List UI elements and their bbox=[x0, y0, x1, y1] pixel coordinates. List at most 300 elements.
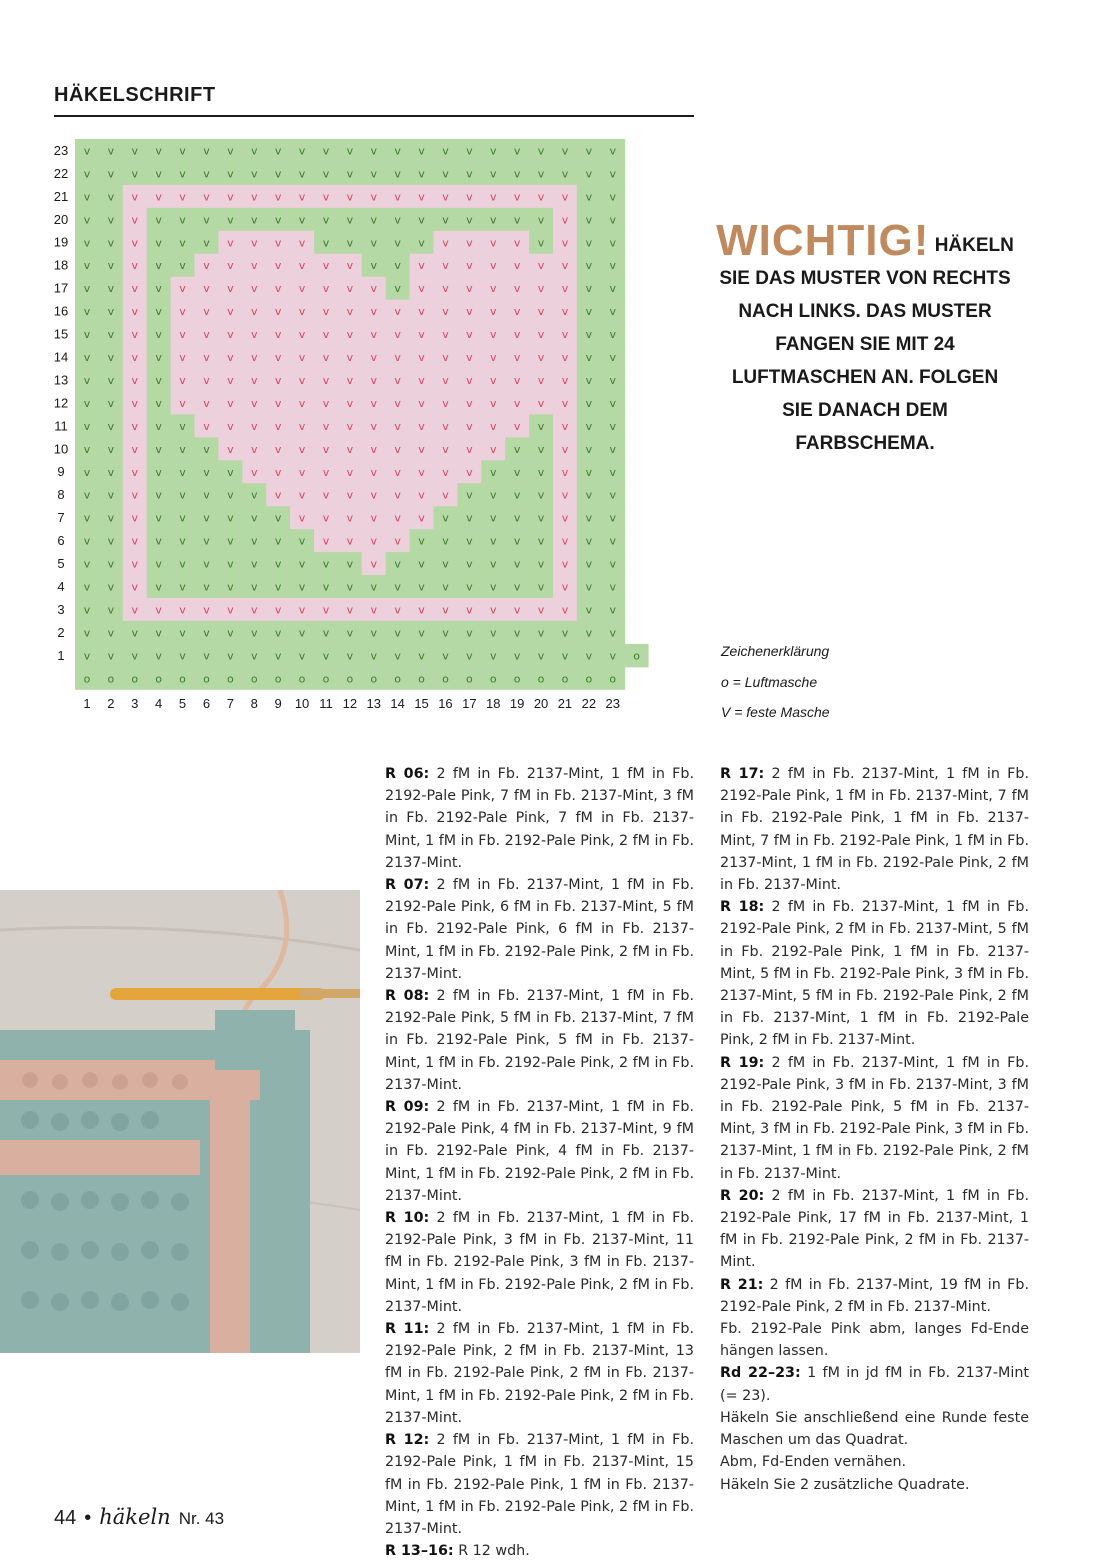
stitch-symbol: v bbox=[513, 167, 521, 181]
stitch-symbol: v bbox=[298, 488, 306, 502]
stitch-symbol: v bbox=[442, 282, 449, 296]
stitch-symbol: v bbox=[537, 580, 545, 594]
foundation-symbol: o bbox=[131, 672, 139, 686]
stitch-symbol: v bbox=[203, 511, 210, 525]
stitch-symbol: v bbox=[537, 511, 545, 525]
foundation-symbol: o bbox=[370, 672, 378, 686]
stitch-symbol: v bbox=[322, 649, 330, 663]
stitch-symbol: v bbox=[83, 488, 91, 502]
stitch-symbol: v bbox=[83, 144, 91, 158]
stitch-symbol: v bbox=[203, 328, 210, 342]
instruction-row: R 08: 2 fM in Fb. 2137-Mint, 1 fM in Fb. 2192-Pale Pink, 5 fM in Fb. 2137-Mint, 7 fM in Fb. 2192-Pale Pink, 5 fM in Fb. 2137-Mint, 1 fM in Fb. 2192-Pale Pink, 2 fM in Fb. 2137-Mint. bbox=[385, 988, 694, 1093]
stitch-symbol: v bbox=[418, 511, 425, 525]
stitch-symbol: v bbox=[346, 190, 354, 204]
stitch-symbol: v bbox=[83, 190, 91, 204]
stitch-symbol: v bbox=[513, 328, 521, 342]
stitch-symbol: v bbox=[227, 259, 234, 273]
stitch-symbol: v bbox=[227, 534, 234, 548]
stitch-symbol: v bbox=[370, 488, 378, 502]
stitch-symbol: v bbox=[274, 213, 282, 227]
stitch-symbol: v bbox=[250, 351, 258, 365]
stitch-symbol: v bbox=[322, 626, 330, 640]
stitch-symbol: v bbox=[489, 259, 497, 273]
stitch-symbol: v bbox=[203, 580, 210, 594]
stitch-symbol: v bbox=[370, 144, 378, 158]
stitch-symbol: v bbox=[609, 213, 617, 227]
stitch-symbol: v bbox=[83, 259, 91, 273]
stitch-symbol: v bbox=[370, 419, 378, 433]
stitch-symbol: v bbox=[203, 396, 210, 410]
foundation-symbol: o bbox=[537, 672, 545, 686]
stitch-symbol: v bbox=[513, 557, 521, 571]
column-number-label: 8 bbox=[250, 696, 258, 712]
row-number-label: 17 bbox=[53, 280, 69, 296]
stitch-symbol: v bbox=[418, 144, 425, 158]
stitch-symbol: v bbox=[274, 557, 282, 571]
stitch-symbol: v bbox=[561, 282, 569, 296]
instruction-row: R 07: 2 fM in Fb. 2137-Mint, 1 fM in Fb. 2192-Pale Pink, 6 fM in Fb. 2137-Mint, 5 fM in Fb. 2192-Pale Pink, 6 fM in Fb. 2137-Mint, 1 fM in Fb. 2192-Pale Pink, 2 fM in Fb. 2137-Mint. bbox=[385, 877, 694, 982]
stitch-symbol: v bbox=[370, 442, 378, 456]
stitch-symbol: v bbox=[489, 213, 497, 227]
stitch-symbol: v bbox=[489, 488, 497, 502]
stitch-symbol: v bbox=[179, 465, 186, 479]
stitch-symbol: v bbox=[155, 305, 162, 319]
stitch-symbol: v bbox=[489, 649, 497, 663]
magazine-brand: häkeln bbox=[99, 1505, 171, 1529]
page-number: 44 bbox=[54, 1507, 77, 1529]
stitch-symbol: v bbox=[585, 396, 593, 410]
stitch-symbol: v bbox=[537, 649, 545, 663]
stitch-symbol: v bbox=[298, 328, 306, 342]
stitch-symbol: v bbox=[346, 580, 354, 594]
stitch-symbol: v bbox=[322, 259, 330, 273]
stitch-symbol: v bbox=[131, 603, 139, 617]
stitch-symbol: v bbox=[513, 442, 521, 456]
stitch-symbol: v bbox=[585, 649, 593, 663]
stitch-symbol: v bbox=[394, 557, 401, 571]
legend-item-single-crochet: V = feste Masche bbox=[721, 704, 830, 720]
stitch-symbol: v bbox=[466, 442, 473, 456]
stitch-symbol: v bbox=[179, 534, 186, 548]
stitch-symbol: v bbox=[394, 534, 401, 548]
stitch-symbol: v bbox=[561, 236, 569, 250]
stitch-symbol: v bbox=[466, 603, 473, 617]
stitch-symbol: v bbox=[489, 190, 497, 204]
stitch-symbol: v bbox=[442, 351, 449, 365]
stitch-symbol: v bbox=[489, 511, 497, 525]
stitch-symbol: v bbox=[418, 259, 425, 273]
stitch-symbol: v bbox=[513, 190, 521, 204]
stitch-symbol: v bbox=[442, 626, 449, 640]
foundation-symbol: o bbox=[394, 672, 402, 686]
row-number-label: 10 bbox=[53, 441, 69, 457]
stitch-symbol: v bbox=[250, 259, 258, 273]
stitch-symbol: v bbox=[442, 305, 449, 319]
instruction-row: Häkeln Sie 2 zusätzliche Quadrate. bbox=[720, 1476, 970, 1493]
stitch-symbol: v bbox=[274, 511, 282, 525]
column-number-label: 21 bbox=[557, 696, 573, 712]
stitch-symbol: v bbox=[418, 442, 425, 456]
stitch-symbol: v bbox=[370, 213, 378, 227]
stitch-symbol: v bbox=[370, 580, 378, 594]
stitch-symbol: v bbox=[370, 351, 378, 365]
stitch-symbol: v bbox=[83, 328, 91, 342]
stitch-symbol: v bbox=[274, 534, 282, 548]
stitch-symbol: v bbox=[203, 190, 210, 204]
stitch-symbol: v bbox=[227, 626, 234, 640]
stitch-symbol: v bbox=[298, 236, 306, 250]
stitch-symbol: v bbox=[585, 465, 593, 479]
stitch-symbol: v bbox=[250, 236, 258, 250]
stitch-symbol: v bbox=[513, 282, 521, 296]
stitch-symbol: v bbox=[346, 465, 354, 479]
stitch-symbol: v bbox=[585, 534, 593, 548]
stitch-symbol: v bbox=[418, 167, 425, 181]
stitch-symbol: v bbox=[250, 626, 258, 640]
stitch-symbol: v bbox=[83, 557, 91, 571]
column-number-label: 10 bbox=[294, 696, 310, 712]
stitch-symbol: v bbox=[418, 580, 425, 594]
stitch-symbol: v bbox=[274, 442, 282, 456]
stitch-symbol: v bbox=[227, 603, 234, 617]
important-text: HÄKELN SIE DAS MUSTER VON RECHTS NACH LINKS. DAS MUSTER FANGEN SIE MIT 24 LUFTMASCHEN AN. FOLGEN SIE DANACH DEM FARBSCHEMA. bbox=[719, 235, 1014, 454]
stitch-symbol: v bbox=[107, 580, 115, 594]
important-note bbox=[715, 216, 1015, 460]
stitch-symbol: v bbox=[466, 488, 473, 502]
stitch-symbol: v bbox=[370, 649, 378, 663]
stitch-symbol: v bbox=[322, 144, 330, 158]
stitch-symbol: v bbox=[250, 419, 258, 433]
stitch-symbol: v bbox=[585, 373, 593, 387]
stitch-symbol: v bbox=[513, 580, 521, 594]
stitch-symbol: v bbox=[609, 351, 617, 365]
foundation-symbol: o bbox=[155, 672, 163, 686]
stitch-symbol: v bbox=[537, 305, 545, 319]
stitch-symbol: v bbox=[155, 534, 162, 548]
stitch-symbol: v bbox=[227, 328, 234, 342]
stitch-symbol: v bbox=[274, 351, 282, 365]
stitch-symbol: v bbox=[585, 305, 593, 319]
stitch-symbol: v bbox=[442, 649, 449, 663]
stitch-symbol: v bbox=[489, 144, 497, 158]
issue-number: Nr. 43 bbox=[178, 1509, 225, 1528]
stitch-symbol: v bbox=[561, 557, 569, 571]
stitch-symbol: v bbox=[322, 351, 330, 365]
stitch-symbol: v bbox=[346, 442, 354, 456]
stitch-symbol: v bbox=[155, 259, 162, 273]
stitch-symbol: v bbox=[155, 167, 162, 181]
stitch-symbol: v bbox=[585, 442, 593, 456]
stitch-symbol: v bbox=[442, 488, 449, 502]
stitch-symbol: v bbox=[131, 328, 139, 342]
stitch-symbol: v bbox=[322, 603, 330, 617]
row-number-label: 7 bbox=[57, 510, 65, 526]
stitch-symbol: v bbox=[370, 557, 378, 571]
stitch-symbol: v bbox=[609, 649, 617, 663]
stitch-symbol: v bbox=[107, 259, 115, 273]
stitch-symbol: v bbox=[250, 465, 258, 479]
stitch-symbol: v bbox=[418, 603, 425, 617]
stitch-symbol: v bbox=[131, 465, 139, 479]
stitch-symbol: v bbox=[107, 511, 115, 525]
stitch-symbol: v bbox=[609, 557, 617, 571]
stitch-symbol: v bbox=[537, 144, 545, 158]
stitch-symbol: v bbox=[250, 305, 258, 319]
instruction-row: R 09: 2 fM in Fb. 2137-Mint, 1 fM in Fb. 2192-Pale Pink, 4 fM in Fb. 2137-Mint, 9 fM in Fb. 2192-Pale Pink, 4 fM in Fb. 2137-Mint, 1 fM in Fb. 2192-Pale Pink, 2 fM in Fb. 2137-Mint. bbox=[385, 1099, 694, 1204]
stitch-symbol: v bbox=[155, 213, 162, 227]
stitch-symbol: v bbox=[274, 419, 282, 433]
stitch-symbol: v bbox=[83, 534, 91, 548]
stitch-symbol: v bbox=[107, 603, 115, 617]
stitch-symbol: v bbox=[322, 511, 330, 525]
stitch-symbol: v bbox=[346, 396, 354, 410]
foundation-symbol: o bbox=[561, 672, 569, 686]
foundation-symbol: o bbox=[298, 672, 306, 686]
stitch-symbol: v bbox=[179, 351, 186, 365]
stitch-symbol: v bbox=[418, 373, 425, 387]
stitch-symbol: v bbox=[274, 328, 282, 342]
stitch-symbol: v bbox=[298, 373, 306, 387]
stitch-symbol: v bbox=[155, 511, 162, 525]
column-number-label: 6 bbox=[202, 696, 211, 712]
stitch-symbol: v bbox=[466, 190, 473, 204]
stitch-symbol: v bbox=[442, 213, 449, 227]
stitch-symbol: v bbox=[466, 557, 473, 571]
stitch-symbol: v bbox=[83, 213, 91, 227]
stitch-symbol: v bbox=[418, 534, 425, 548]
stitch-symbol: v bbox=[179, 419, 186, 433]
stitch-symbol: v bbox=[179, 511, 186, 525]
stitch-symbol: v bbox=[346, 351, 354, 365]
stitch-symbol: v bbox=[513, 649, 521, 663]
stitch-symbol: v bbox=[561, 328, 569, 342]
stitch-symbol: v bbox=[179, 144, 186, 158]
stitch-symbol: v bbox=[131, 488, 139, 502]
column-number-label: 12 bbox=[342, 696, 358, 712]
stitch-symbol: v bbox=[609, 282, 617, 296]
stitch-symbol: v bbox=[131, 511, 139, 525]
stitch-symbol: v bbox=[203, 282, 210, 296]
stitch-symbol: v bbox=[609, 534, 617, 548]
stitch-symbol: v bbox=[131, 144, 139, 158]
stitch-symbol: v bbox=[394, 396, 401, 410]
stitch-symbol: v bbox=[394, 488, 401, 502]
stitch-symbol: v bbox=[227, 213, 234, 227]
stitch-symbol: v bbox=[274, 236, 282, 250]
stitch-symbol: v bbox=[346, 626, 354, 640]
crochet-work-illustration bbox=[0, 890, 360, 1353]
column-number-label: 14 bbox=[390, 696, 405, 712]
stitch-symbol: v bbox=[537, 603, 545, 617]
stitch-symbol: v bbox=[370, 305, 378, 319]
stitch-symbol: v bbox=[489, 557, 497, 571]
stitch-symbol: v bbox=[203, 442, 210, 456]
stitch-symbol: v bbox=[179, 282, 186, 296]
foundation-symbol: o bbox=[226, 672, 234, 686]
stitch-symbol: v bbox=[513, 396, 521, 410]
stitch-symbol: v bbox=[131, 649, 139, 663]
stitch-symbol: v bbox=[561, 305, 569, 319]
stitch-symbol: v bbox=[227, 557, 234, 571]
stitch-symbol: v bbox=[83, 465, 91, 479]
stitch-symbol: v bbox=[179, 488, 186, 502]
stitch-symbol: v bbox=[250, 511, 258, 525]
stitch-symbol: v bbox=[131, 557, 139, 571]
stitch-symbol: v bbox=[370, 167, 378, 181]
stitch-symbol: v bbox=[250, 534, 258, 548]
stitch-symbol: v bbox=[466, 649, 473, 663]
stitch-symbol: v bbox=[609, 511, 617, 525]
stitch-symbol: v bbox=[107, 236, 115, 250]
stitch-symbol: v bbox=[585, 190, 593, 204]
stitch-symbol: v bbox=[418, 236, 425, 250]
stitch-symbol: v bbox=[203, 213, 210, 227]
stitch-symbol: v bbox=[227, 190, 234, 204]
row-number-label: 21 bbox=[53, 188, 69, 204]
stitch-symbol: v bbox=[346, 419, 354, 433]
stitch-symbol: v bbox=[131, 236, 139, 250]
stitch-symbol: v bbox=[489, 167, 497, 181]
stitch-symbol: v bbox=[346, 259, 354, 273]
stitch-symbol: v bbox=[537, 190, 545, 204]
instructions-column-2 bbox=[720, 763, 1029, 1496]
stitch-symbol: v bbox=[537, 167, 545, 181]
stitch-symbol: v bbox=[537, 419, 545, 433]
stitch-symbol: v bbox=[250, 557, 258, 571]
stitch-symbol: v bbox=[442, 167, 449, 181]
stitch-symbol: v bbox=[585, 351, 593, 365]
column-number-label: 13 bbox=[366, 696, 381, 712]
stitch-symbol: v bbox=[513, 626, 521, 640]
row-number-label: 5 bbox=[57, 556, 65, 572]
stitch-symbol: v bbox=[394, 511, 401, 525]
stitch-symbol: v bbox=[394, 626, 401, 640]
stitch-symbol: v bbox=[322, 373, 330, 387]
column-number-label: 23 bbox=[605, 696, 620, 712]
stitch-symbol: v bbox=[585, 213, 593, 227]
stitch-symbol: v bbox=[107, 649, 115, 663]
stitch-symbol: v bbox=[203, 557, 210, 571]
stitch-symbol: v bbox=[298, 649, 306, 663]
stitch-symbol: v bbox=[561, 144, 569, 158]
stitch-symbol: v bbox=[537, 442, 545, 456]
stitch-symbol: v bbox=[179, 580, 186, 594]
stitch-symbol: v bbox=[83, 649, 91, 663]
stitch-symbol: v bbox=[203, 534, 210, 548]
stitch-symbol: v bbox=[322, 190, 330, 204]
stitch-symbol: v bbox=[466, 282, 473, 296]
stitch-symbol: v bbox=[466, 328, 473, 342]
stitch-symbol: v bbox=[227, 282, 234, 296]
stitch-symbol: v bbox=[250, 282, 258, 296]
stitch-symbol: v bbox=[227, 144, 234, 158]
stitch-symbol: v bbox=[370, 626, 378, 640]
column-number-label: 11 bbox=[319, 696, 333, 712]
column-number-label: 2 bbox=[107, 696, 115, 712]
foundation-symbol: o bbox=[179, 672, 186, 686]
stitch-symbol: v bbox=[322, 557, 330, 571]
stitch-symbol: v bbox=[537, 351, 545, 365]
stitch-symbol: v bbox=[418, 351, 425, 365]
row-number-label: 18 bbox=[53, 257, 69, 273]
stitch-symbol: v bbox=[298, 282, 306, 296]
stitch-symbol: v bbox=[561, 626, 569, 640]
stitch-symbol: v bbox=[537, 373, 545, 387]
stitch-symbol: v bbox=[179, 603, 186, 617]
stitch-symbol: v bbox=[537, 213, 545, 227]
stitch-symbol: v bbox=[227, 649, 234, 663]
stitch-symbol: v bbox=[250, 190, 258, 204]
stitch-symbol: v bbox=[155, 190, 162, 204]
instruction-row: R 17: 2 fM in Fb. 2137-Mint, 1 fM in Fb. 2192-Pale Pink, 1 fM in Fb. 2137-Mint, 7 fM in Fb. 2192-Pale Pink, 1 fM in Fb. 2137-Mint, 7 fM in Fb. 2192-Pale Pink, 1 fM in Fb. 2137-Mint, 1 fM in Fb. 2192-Pale Pink, 2 fM in Fb. 2137-Mint. bbox=[720, 766, 1029, 894]
stitch-symbol: v bbox=[442, 511, 449, 525]
row-number-label: 23 bbox=[53, 142, 69, 158]
stitch-symbol: v bbox=[346, 282, 354, 296]
stitch-symbol: v bbox=[609, 236, 617, 250]
stitch-symbol: v bbox=[489, 442, 497, 456]
column-number-label: 9 bbox=[274, 696, 282, 712]
row-number-label: 20 bbox=[53, 211, 69, 227]
stitch-symbol: v bbox=[346, 144, 354, 158]
stitch-symbol: v bbox=[466, 351, 473, 365]
stitch-symbol: v bbox=[609, 328, 617, 342]
stitch-symbol: v bbox=[322, 213, 330, 227]
stitch-symbol: v bbox=[274, 190, 282, 204]
stitch-symbol: v bbox=[250, 328, 258, 342]
stitch-symbol: v bbox=[418, 626, 425, 640]
stitch-symbol: v bbox=[513, 534, 521, 548]
instruction-row: R 19: 2 fM in Fb. 2137-Mint, 1 fM in Fb. 2192-Pale Pink, 3 fM in Fb. 2137-Mint, 3 fM in Fb. 2192-Pale Pink, 5 fM in Fb. 2137-Mint, 3 fM in Fb. 2192-Pale Pink, 3 fM in Fb. 2137-Mint, 1 fM in Fb. 2192-Pale Pink, 2 fM in Fb. 2137-Mint. bbox=[720, 1054, 1029, 1182]
stitch-symbol: v bbox=[346, 213, 354, 227]
stitch-symbol: v bbox=[561, 190, 569, 204]
row-number-label: 1 bbox=[57, 647, 65, 663]
stitch-symbol: v bbox=[466, 396, 473, 410]
column-number-label: 7 bbox=[226, 696, 234, 712]
stitch-symbol: v bbox=[131, 282, 139, 296]
stitch-symbol: v bbox=[609, 144, 617, 158]
stitch-symbol: v bbox=[585, 236, 593, 250]
stitch-symbol: v bbox=[442, 419, 449, 433]
stitch-symbol: v bbox=[107, 282, 115, 296]
instruction-row: R 18: 2 fM in Fb. 2137-Mint, 1 fM in Fb. 2192-Pale Pink, 2 fM in Fb. 2137-Mint, 5 fM in Fb. 2192-Pale Pink, 1 fM in Fb. 2137-Mint, 5 fM in Fb. 2192-Pale Pink, 3 fM in Fb. 2137-Mint, 5 fM in Fb. 2192-Pale Pink, 2 fM in Fb. 2137-Mint, 1 fM in Fb. 2192-Pale Pink, 2 fM in Fb. 2137-Mint. bbox=[720, 899, 1029, 1049]
stitch-symbol: v bbox=[203, 649, 210, 663]
stitch-symbol: v bbox=[155, 396, 162, 410]
column-number-label: 5 bbox=[178, 696, 187, 712]
stitch-symbol: v bbox=[418, 328, 425, 342]
stitch-symbol: v bbox=[609, 465, 617, 479]
stitch-symbol: v bbox=[418, 488, 425, 502]
stitch-symbol: v bbox=[179, 626, 186, 640]
stitch-symbol: v bbox=[227, 442, 234, 456]
instruction-row: R 12: 2 fM in Fb. 2137-Mint, 1 fM in Fb. 2192-Pale Pink, 1 fM in Fb. 2137-Mint, 15 fM in Fb. 2192-Pale Pink, 1 fM in Fb. 2137-Mint, 1 fM in Fb. 2192-Pale Pink, 2 fM in Fb. 2137-Mint. bbox=[385, 1432, 694, 1537]
stitch-symbol: v bbox=[609, 488, 617, 502]
stitch-symbol: v bbox=[442, 557, 449, 571]
stitch-symbol: v bbox=[394, 373, 401, 387]
column-number-label: 4 bbox=[155, 696, 163, 712]
stitch-symbol: v bbox=[227, 580, 234, 594]
stitch-symbol: v bbox=[203, 236, 210, 250]
stitch-symbol: v bbox=[83, 626, 91, 640]
foundation-symbol: o bbox=[489, 672, 497, 686]
stitch-symbol: v bbox=[489, 373, 497, 387]
stitch-symbol: v bbox=[298, 534, 306, 548]
stitch-symbol: v bbox=[609, 626, 617, 640]
stitch-symbol: v bbox=[442, 534, 449, 548]
foundation-symbol: o bbox=[107, 672, 115, 686]
stitch-symbol: v bbox=[489, 351, 497, 365]
crochet-chart bbox=[0, 0, 700, 720]
row-number-label: 14 bbox=[53, 349, 69, 365]
